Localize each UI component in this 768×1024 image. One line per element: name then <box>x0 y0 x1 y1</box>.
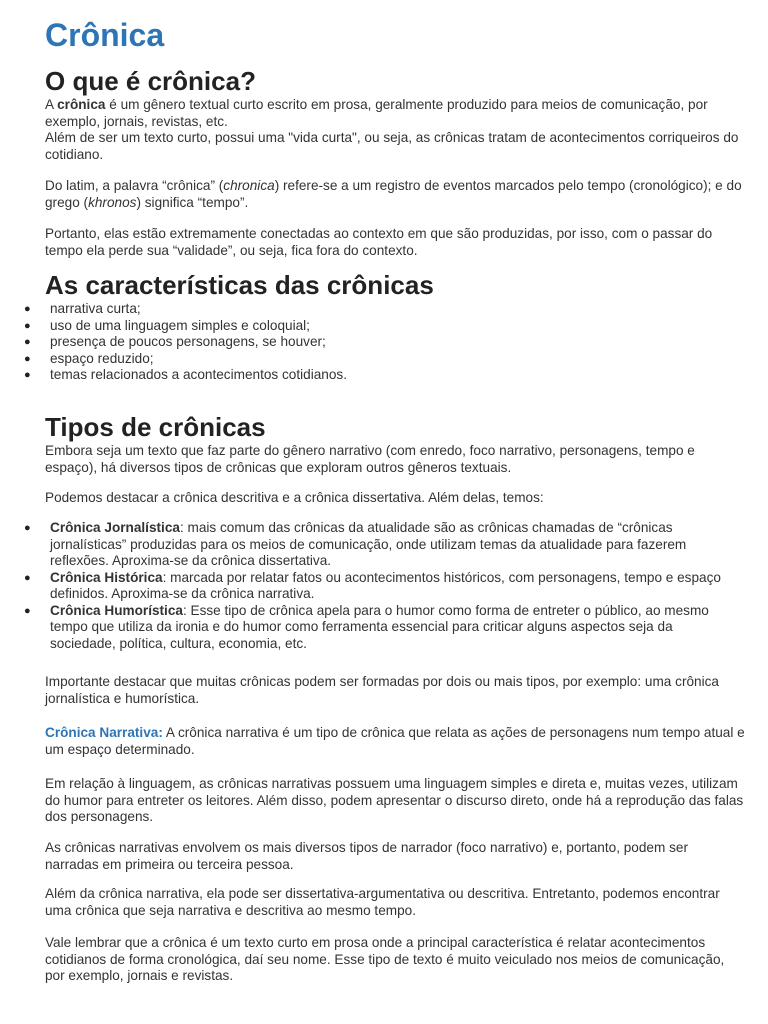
bold-term: crônica <box>57 97 106 112</box>
narrative-label: Crônica Narrativa: <box>45 725 163 740</box>
section-heading-what-is: O que é crônica? <box>45 66 256 96</box>
section-heading-characteristics: As características das crônicas <box>45 270 434 300</box>
bullet-icon: ● <box>24 522 31 534</box>
list-item: ● presença de poucos personagens, se houver; <box>24 334 326 349</box>
paragraph-other-forms: Além da crônica narrativa, ela pode ser dissertativa-argumentativa ou descritiva. Entretanto, podemos encontrar uma crônica que seja narrativa e descritiva ao mesmo tempo. <box>45 886 720 918</box>
types-list <box>24 520 740 652</box>
paragraph-etymology: Do latim, a palavra “crônica” (chronica) refere-se a um registro de eventos marcados pelo tempo (cronológico); e do grego (khronos) significa “tempo”. <box>45 178 742 210</box>
paragraph-types-intro: Embora seja um texto que faz parte do gênero narrativo (com enredo, foco narrativo, personagens, tempo e espaço), há diversos tipos de crônicas que exploram outros gêneros textuais. <box>45 443 695 475</box>
bullet-icon: ● <box>24 303 31 315</box>
bullet-icon: ● <box>24 604 31 617</box>
paragraph-language: Em relação à linguagem, as crônicas narrativas possuem uma linguagem simples e direta e, muitas vezes, utilizam do humor para entreter os leitores. Além disso, podem apresentar o discurso direto, onde há a reprodução das falas dos personagens. <box>45 776 744 824</box>
bullet-icon: ● <box>24 571 31 584</box>
paragraph-mixed-types: Importante destacar que muitas crônicas podem ser formadas por dois ou mais tipos, por exemplo: uma crônica jornalística e humorística. <box>45 674 719 706</box>
paragraph-narrative: Crônica Narrativa: A crônica narrativa é um tipo de crônica que relata as ações de personagens num tempo atual e um espaço determinado. <box>45 725 745 757</box>
paragraph-types-highlight: Podemos destacar a crônica descritiva e a crônica dissertativa. Além delas, temos: <box>45 490 544 505</box>
list-item: ● Crônica Jornalística: mais comum das crônicas da atualidade são as crônicas chamadas de “crônicas jornalísticas” produzidas para os meios de comunicação, onde utilizam temas da atualidade para fazerem reflexões. Aproxima-se da crônica dissertativa. <box>24 520 687 568</box>
section-heading-types: Tipos de crônicas <box>45 412 266 442</box>
paragraph-summary: Vale lembrar que a crônica é um texto curto em prosa onde a principal característica é relatar acontecimentos cotidianos de forma cronológica, daí seu nome. Esse tipo de texto é muito veiculado nos meios de comunicação, por exemplo, jornais e revistas. <box>45 935 725 983</box>
list-item: ● narrativa curta; <box>24 301 141 316</box>
list-item: ● espaço reduzido; <box>24 350 154 366</box>
bullet-icon: ● <box>24 319 31 332</box>
list-item: ● temas relacionados a acontecimentos cotidianos. <box>24 367 347 382</box>
characteristics-list <box>24 301 740 384</box>
paragraph-definition: A crônica é um gênero textual curto escrito em prosa, geralmente produzido para meios de comunicação, por exemplo, jornais, revistas, etc. Além de ser um texto curto, possui uma "vida curta", ou seja, as crônicas tratam de acontecimentos corriqueiros do cotidiano. <box>45 97 739 162</box>
page-title: Crônica <box>45 17 165 53</box>
paragraph-context: Portanto, elas estão extremamente conectadas ao contexto em que são produzidas, por isso, com o passar do tempo ela perde sua “validade”, ou seja, fica fora do contexto. <box>45 226 713 258</box>
list-item: ● Crônica Histórica: marcada por relatar fatos ou acontecimentos históricos, com personagens, tempo e espaço definidos. Aproxima-se da crônica narrativa. <box>24 569 721 601</box>
bullet-icon: ● <box>24 352 31 365</box>
bullet-icon: ● <box>24 336 31 348</box>
list-item: ● Crônica Humorística: Esse tipo de crônica apela para o humor como forma de entreter o público, ao mesmo tempo que utiliza da ironia e do humor como ferramenta essencial para criticar alguns aspectos seja da sociedade, política, cultura, economia, etc. <box>24 602 709 651</box>
paragraph-narrator: As crônicas narrativas envolvem os mais diversos tipos de narrador (foco narrativo) e, portanto, podem ser narradas em primeira ou terceira pessoa. <box>45 840 688 872</box>
list-item: ● uso de uma linguagem simples e coloquial; <box>24 317 310 333</box>
bullet-icon: ● <box>24 369 31 381</box>
